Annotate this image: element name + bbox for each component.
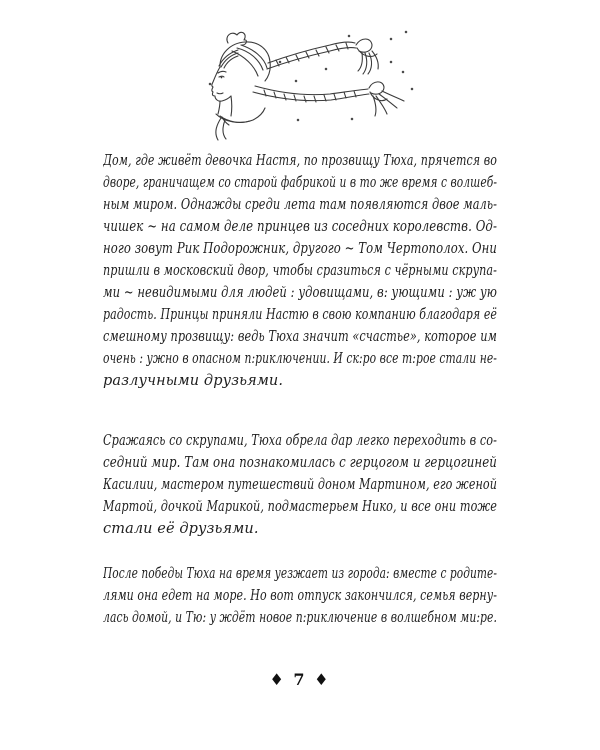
text-line: разлучными друзьями. (103, 373, 284, 389)
text-line: ным миром. Однажды среди лета там появляются двое маль- (103, 197, 497, 213)
face-profile (212, 67, 231, 101)
text-line: лями она едет на море. Но вот отпуск закончился, семья верну- (103, 588, 497, 604)
text-line: Дом, где живёт девочка Настя, по прозвищу Тюха, прячется во (103, 153, 497, 169)
text-line: радость. Принцы приняли Настю в свою компанию благодаря её (103, 307, 497, 323)
paragraph-3 (103, 563, 497, 629)
sparkle-dots (209, 31, 414, 122)
page-number: ♦ 7 ♦ (269, 670, 331, 689)
text-line: лась домой, и Тю: у ждёт новое п:риключение в волшебном ми:ре. (103, 610, 497, 626)
text-line: седний мир. Там она познакомилась с герцогом и герцогиней (103, 455, 497, 471)
text-line: стали её друзьями. (103, 521, 259, 537)
girl-head (212, 32, 270, 140)
lower-braid (253, 86, 369, 102)
text-line: пришли в московский двор, чтобы сразиться с чёрными скрупа- (103, 263, 497, 279)
paragraph-2 (103, 430, 497, 540)
lower-bow (369, 82, 404, 116)
smile (217, 93, 223, 94)
text-line: После победы Тюха на время уезжает из города: вместе с родите- (103, 566, 497, 582)
paragraph-1 (103, 150, 497, 392)
text-block (103, 150, 497, 629)
text-line: Сражаясь со скрупами, Тюха обрела дар легко переходить в со- (103, 433, 497, 449)
upper-braid (267, 42, 356, 69)
text-line: смешному прозвищу: ведь Тюха значит «счастье», которое им (103, 329, 497, 345)
text-line: дворе, граничащем со старой фабрикой и в то же время с волшеб- (103, 175, 497, 191)
eyebrow (218, 71, 226, 73)
text-line: чишек ~ на самом деле принцев из соседних королевств. Од- (103, 219, 497, 235)
text-line: очень : ужно в опасном п:риключении. И ск:ро все т:рое стали не- (103, 351, 497, 367)
upper-bow (356, 39, 378, 74)
text-line: Мартой, дочкой Марикой, подмастерьем Нико, и все они тоже (103, 499, 497, 515)
text-line: ного зовут Рик Подорожник, другого ~ Том Чертополох. Они (103, 241, 497, 257)
girl-braids-illustration (158, 26, 452, 146)
text-line: ми ~ невидимыми для людей : удовищами, в: ующими : уж ую (103, 285, 497, 301)
text-line: Касилии, мастером путешествий доном Мартином, его женой (103, 477, 497, 493)
